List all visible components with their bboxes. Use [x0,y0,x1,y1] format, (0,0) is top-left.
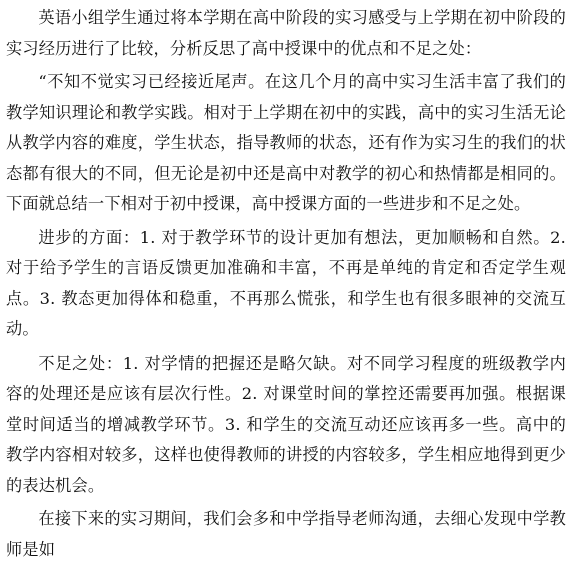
intro-paragraph: 英语小组学生通过将本学期在高中阶段的实习感受与上学期在初中阶段的实习经历进行了比较，分析反思了高中授课中的优点和不足之处： [6,8,566,58]
quote-paragraph: “不知不觉实习已经接近尾声。在这几个月的高中实习生活丰富了我们的教学知识理论和教学实践。相对于上学期在初中的实践，高中的实习生活无论从教学内容的难度，学生状态，指导教师的状态，还有作为实习生的我们的状态都有很大的不同，但无论是初中还是高中对教学的初心和热情都是相同的。下面就总结一下相对于初中授课，高中授课方面的一些进步和不足之处。 [6,72,566,213]
next-steps-paragraph: 在接下来的实习期间，我们会多和中学指导老师沟通，去细心发现中学教师是如 [6,509,566,559]
progress-paragraph: 进步的方面：1. 对于教学环节的设计更加有想法，更加顺畅和自然。2. 对于给予学生的言语反馈更加准确和丰富，不再是单纯的肯定和否定学生观点。3. 教态更加得体和稳重，不再那么慌张，和学生也有很多眼神的交流互动。 [6,227,566,338]
document-body [6,0,566,565]
shortcomings-paragraph: 不足之处：1. 对学情的把握还是略欠缺。对不同学习程度的班级教学内容的处理还是应该有层次行性。2. 对课堂时间的掌控还需要再加强。根据课堂时间适当的增减教学环节。3. 和学生的交流互动还应该再多一些。高中的教学内容相对较多，这样也使得教师的讲授的内容较多，学生相应地得到更少的表达机会。 [6,353,566,495]
